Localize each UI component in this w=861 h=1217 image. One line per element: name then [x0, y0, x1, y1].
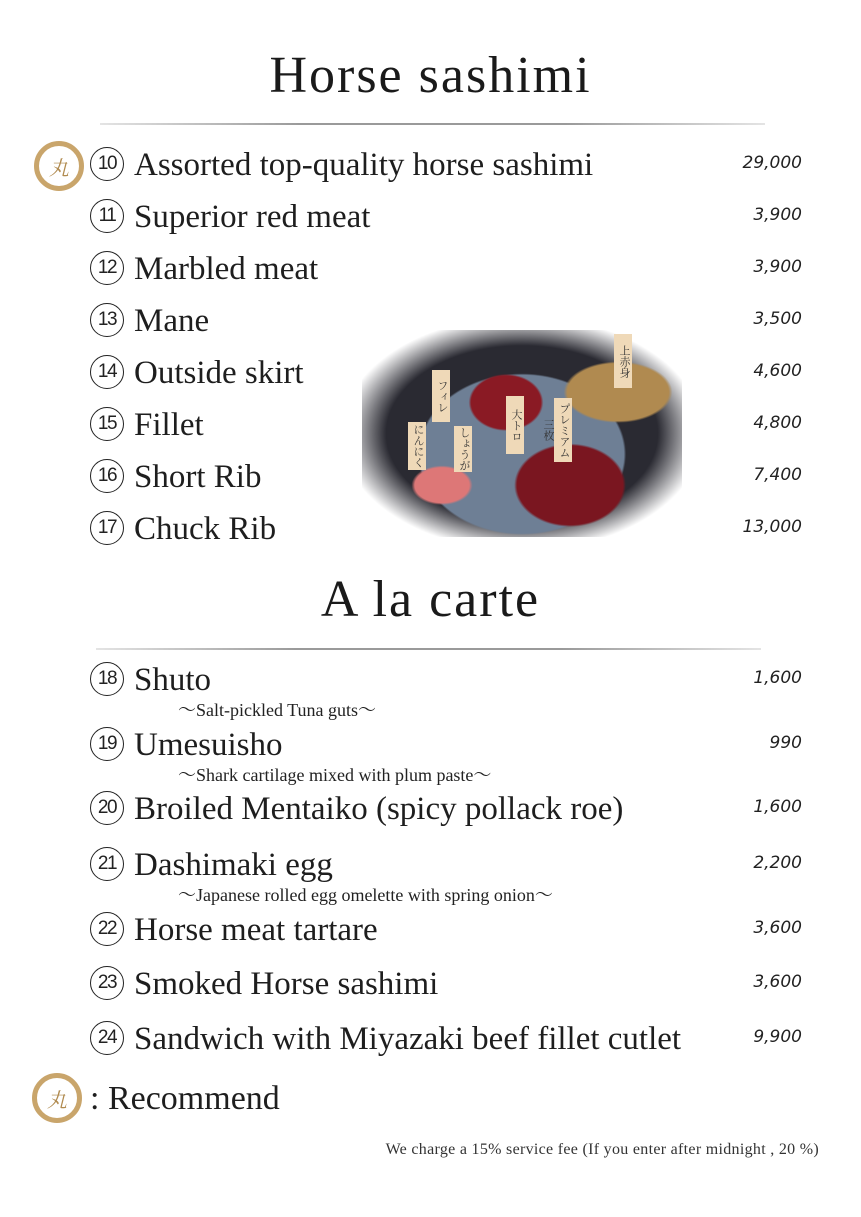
recommend-icon: 丸	[34, 141, 84, 191]
menu-item[interactable]	[90, 910, 802, 950]
item-price: 3,600	[753, 918, 802, 938]
item-number: 22	[90, 912, 124, 946]
item-price: 2,200	[753, 853, 802, 873]
item-name: Smoked Horse sashimi	[134, 966, 439, 1002]
item-number: 24	[90, 1021, 124, 1055]
item-description: ～Salt-pickled Tuna guts～	[178, 700, 377, 720]
item-number: 13	[90, 303, 124, 337]
menu-item[interactable]	[90, 249, 802, 289]
item-description: ～Shark cartilage mixed with plum paste～	[178, 765, 492, 785]
photo-tag: プレミアム三枚	[554, 398, 572, 462]
item-number: 14	[90, 355, 124, 389]
menu-item[interactable]	[90, 789, 802, 829]
item-name: Mane	[134, 303, 210, 339]
item-name: Broiled Mentaiko (spicy pollack roe)	[134, 791, 624, 827]
recommend-legend-label: : Recommend	[90, 1080, 280, 1117]
horse-sashimi-photo	[362, 330, 682, 537]
item-name: Shuto	[134, 662, 212, 698]
item-price: 4,800	[753, 413, 802, 433]
item-name: Sandwich with Miyazaki beef fillet cutlet	[134, 1021, 682, 1057]
menu-item[interactable]	[90, 725, 802, 785]
section-title-horse-sashimi: Horse sashimi	[269, 47, 592, 104]
service-fee-note: We charge a 15% service fee (If you enter after midnight , 20 %)	[385, 1141, 819, 1158]
item-name: Assorted top-quality horse sashimi	[134, 147, 594, 183]
menu-item[interactable]	[90, 845, 802, 905]
item-price: 3,600	[753, 972, 802, 992]
item-number: 10	[90, 147, 124, 181]
photo-tag: 上赤身	[614, 334, 632, 388]
item-name: Marbled meat	[134, 251, 319, 287]
item-price: 3,900	[753, 257, 802, 277]
divider	[100, 123, 765, 125]
item-price: 3,900	[753, 205, 802, 225]
photo-tag: にんにく	[408, 422, 426, 470]
section-title-a-la-carte: A la carte	[320, 571, 541, 628]
item-number: 11	[90, 199, 124, 233]
item-name: Short Rib	[134, 459, 262, 495]
menu-item[interactable]	[90, 1019, 802, 1059]
item-number: 17	[90, 511, 124, 545]
item-price: 990	[769, 733, 802, 753]
photo-tag: フィレ	[432, 370, 450, 422]
item-name: Horse meat tartare	[134, 912, 378, 948]
item-name: Dashimaki egg	[134, 847, 333, 883]
item-name: Fillet	[134, 407, 204, 443]
item-name: Umesuisho	[134, 727, 283, 763]
photo-tag: 大トロ	[506, 396, 524, 454]
item-price: 1,600	[753, 668, 802, 688]
item-price: 3,500	[753, 309, 802, 329]
item-number: 12	[90, 251, 124, 285]
item-name: Outside skirt	[134, 355, 304, 391]
item-number: 23	[90, 966, 124, 1000]
item-number: 16	[90, 459, 124, 493]
item-number: 21	[90, 847, 124, 881]
item-price: 9,900	[753, 1027, 802, 1047]
menu-item[interactable]	[90, 964, 802, 1004]
item-price: 13,000	[742, 517, 802, 537]
item-number: 15	[90, 407, 124, 441]
recommend-icon: 丸	[32, 1073, 82, 1123]
item-number: 19	[90, 727, 124, 761]
item-number: 18	[90, 662, 124, 696]
item-price: 7,400	[753, 465, 802, 485]
item-price: 4,600	[753, 361, 802, 381]
item-price: 1,600	[753, 797, 802, 817]
item-price: 29,000	[742, 153, 802, 173]
menu-item[interactable]	[90, 660, 802, 720]
photo-tag: しょうが	[454, 426, 472, 472]
item-description: ～Japanese rolled egg omelette with spring onion～	[178, 885, 553, 905]
item-name: Chuck Rib	[134, 511, 277, 547]
item-name: Superior red meat	[134, 199, 371, 235]
item-number: 20	[90, 791, 124, 825]
menu-item[interactable]	[90, 197, 802, 237]
divider	[96, 648, 761, 650]
menu-item[interactable]	[90, 145, 802, 185]
